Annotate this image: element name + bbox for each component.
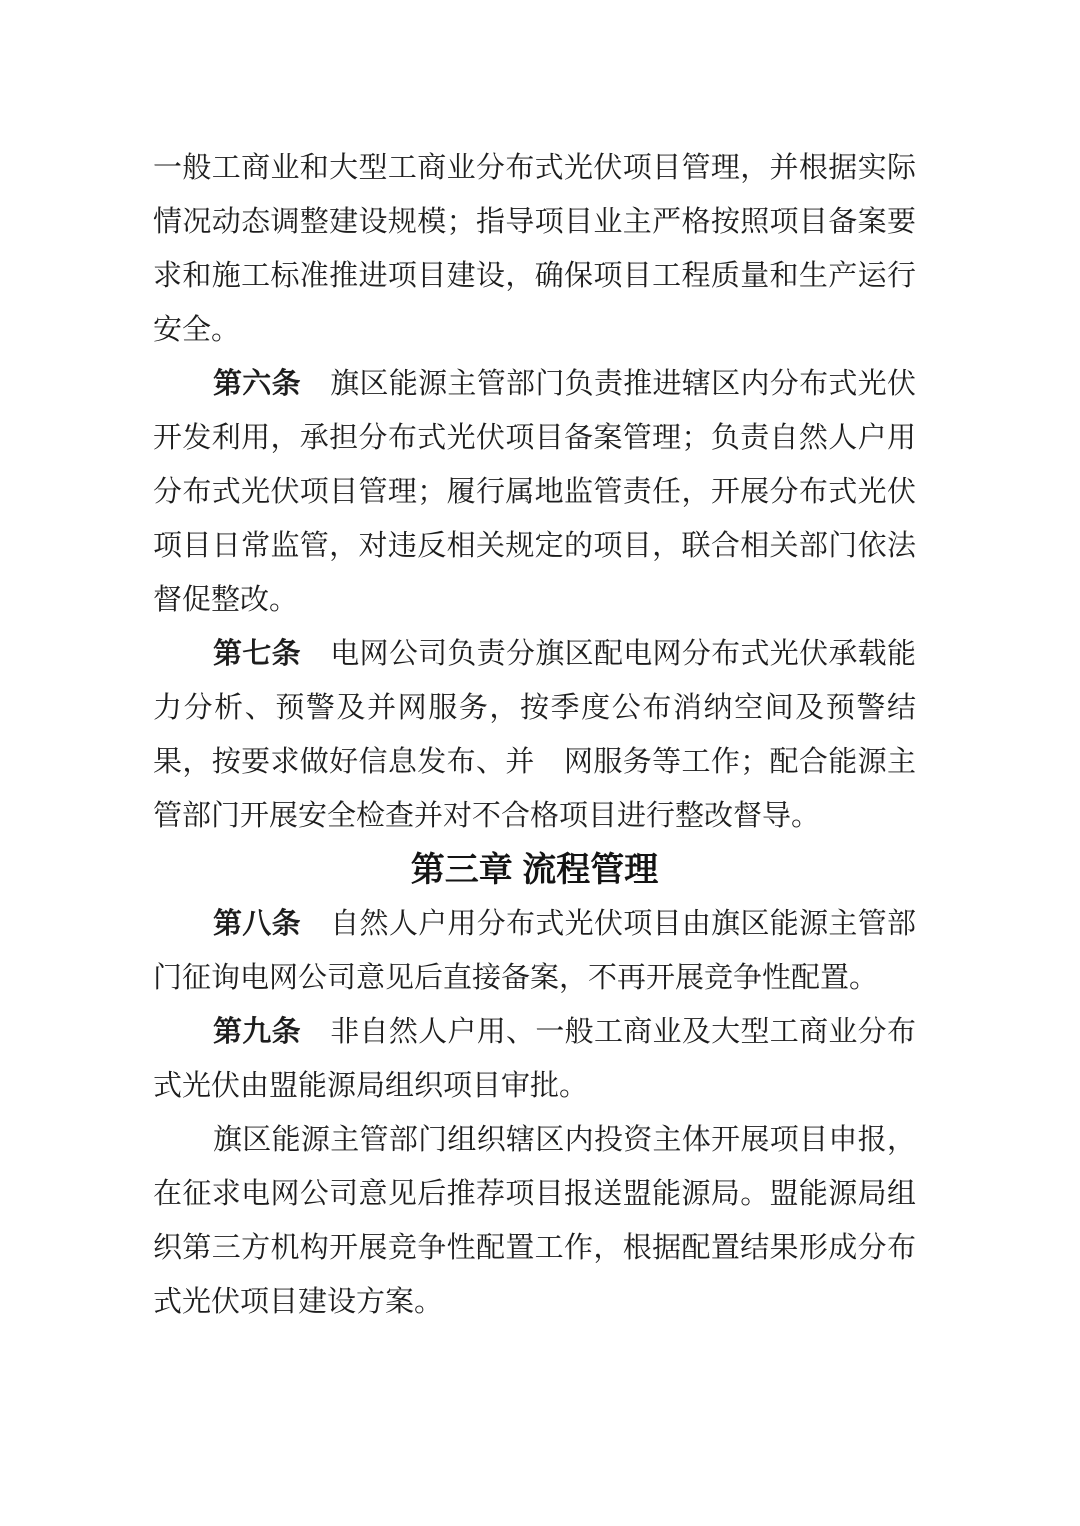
article-number: 第六条 xyxy=(213,368,301,400)
paragraph-5 xyxy=(153,897,916,1005)
article-number: 第九条 xyxy=(213,1016,301,1048)
paragraph-1 xyxy=(153,141,916,357)
paragraph-2 xyxy=(153,357,916,627)
article-number: 第七条 xyxy=(213,638,301,670)
chapter-heading: 第三章 流程管理 xyxy=(410,851,659,889)
text-run: 旗区能源主管部门负责推进辖区内分布式光伏开发利用，承担分布式光伏项目备案管理；负责自然人户用分布式光伏项目管理；履行属地监管责任，开展分布式光伏项目日常监管，对违反相关规定的项目，联合相关部门依法督促整改。 xyxy=(153,368,916,616)
text-run: 一般工商业和大型工商业分布式光伏项目管理，并根据实际情况动态调整建设规模；指导项目业主严格按照项目备案要求和施工标准推进项目建设，确保项目工程质量和生产运行安全。 xyxy=(153,152,916,346)
document-content xyxy=(153,0,916,1329)
paragraph-3 xyxy=(153,627,916,843)
text-run: 非自然人户用、一般工商业及大型工商业分布式光伏由盟能源局组织项目审批。 xyxy=(153,1016,916,1102)
article-number: 第八条 xyxy=(213,908,301,940)
text-run: 旗区能源主管部门组织辖区内投资主体开展项目申报，在征求电网公司意见后推荐项目报送盟能源局。盟能源局组织第三方机构开展竞争性配置工作，根据配置结果形成分布式光伏项目建设方案。 xyxy=(153,1124,916,1318)
paragraph-7 xyxy=(153,1113,916,1329)
text-run: 电网公司负责分旗区配电网分布式光伏承载能力分析、预警及并网服务，按季度公布消纳空间及预警结果，按要求做好信息发布、并 网服务等工作；配合能源主管部门开展安全检查并对不合格项目进行整改督导。 xyxy=(153,638,916,832)
paragraph-6 xyxy=(153,1005,916,1113)
text-run: 自然人户用分布式光伏项目由旗区能源主管部门征询电网公司意见后直接备案，不再开展竞争性配置。 xyxy=(153,908,916,994)
